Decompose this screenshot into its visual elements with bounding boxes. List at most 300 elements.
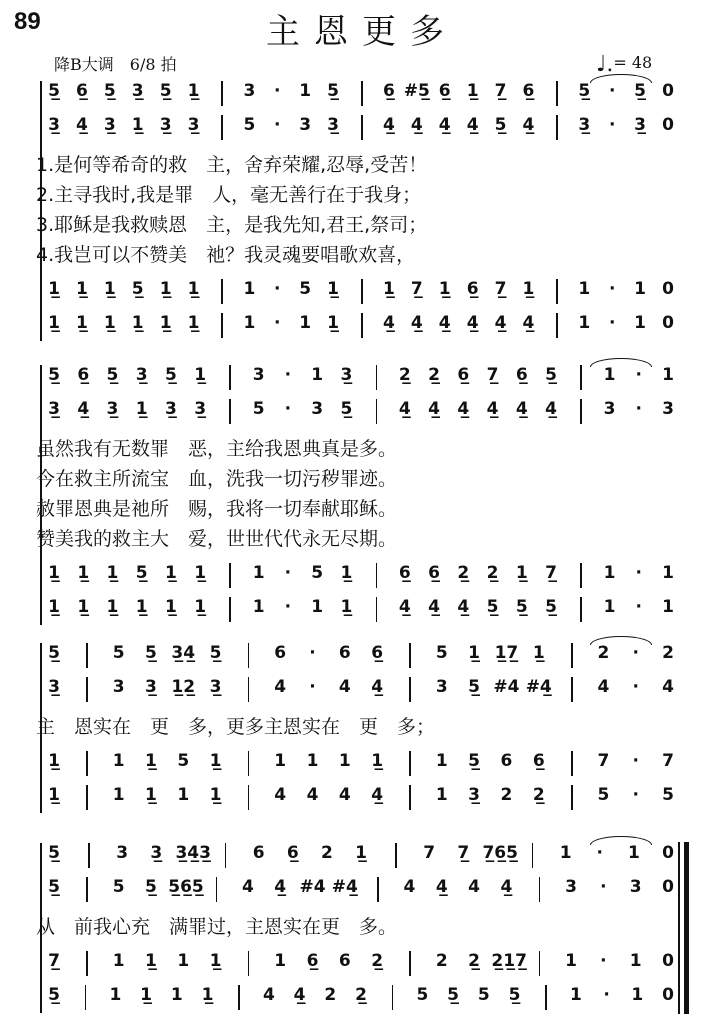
note: 3̲ [48,115,60,135]
note: 1̲ [522,279,535,299]
note: · [632,677,639,697]
note: 1̲ [209,751,222,771]
note: 5̲ [48,81,60,101]
note: 7 [597,751,610,771]
note: 6̲ [466,279,479,299]
note: 3 [243,81,256,101]
bar-line [85,985,87,1010]
note: 3̲ [159,115,172,135]
note: 3̲ [165,399,177,419]
lyric-line: 今在救主所流宝 血，洗我一切污秽罪迹。 [36,468,398,490]
note: 1 [243,279,256,299]
note-row [0,560,724,590]
note: #4 [299,877,326,897]
key-meter-info: 降B大调 6/8 拍 [54,55,177,74]
note: 1̲ [165,597,177,617]
note: 1 [565,951,577,971]
note: 4̲ [435,877,448,897]
note: 1 [603,365,616,385]
note: 4 [241,877,254,897]
note: 5̲ [145,877,157,897]
bar-line [571,643,573,668]
note: 2 [435,951,448,971]
note: 5̲ [48,985,60,1005]
bar-line [395,843,397,868]
note: 3 [629,877,642,897]
bar-line [571,751,573,776]
note: 1 [662,563,674,583]
note: 3̲ [103,115,116,135]
note: 4 [662,677,674,697]
bar-line [376,597,378,622]
bar-line [361,313,363,338]
lyric-line: 4.我岂可以不赞美 祂？我灵魂要唱歌欢喜， [36,244,416,266]
tie-arc [590,636,652,645]
bar-line [392,985,394,1010]
bar-line [539,877,541,902]
note: 1̲ [371,751,384,771]
note: 4 [306,785,319,805]
note: 5 [243,115,256,135]
note: 1 [338,751,351,771]
note: 7 [662,751,674,771]
bar-line [86,785,88,810]
note: 2 [500,785,513,805]
note: 3̲ [194,399,207,419]
note: 6̲ [532,751,545,771]
note: 3̲ [48,677,60,697]
bar-line [221,81,223,106]
note-row [0,874,724,904]
note: 2̲ [428,365,441,385]
note: · [632,643,639,663]
hymn-number: 89 [14,8,41,35]
note: 5̲ [103,81,116,101]
note: 4̲ [438,313,451,333]
note: 1 [252,597,265,617]
lyric-line: 2.主寻我时,我是罪 人，毫无善行在于我身； [36,184,422,206]
note: 5 [299,279,312,299]
bar-line [376,563,378,588]
note: 2̲ [371,951,384,971]
note: 5̲ [165,365,177,385]
note: · [608,115,616,135]
note: 3̲ [131,81,144,101]
note: 4̲ [398,597,411,617]
bar-line [409,751,411,776]
bar-line [361,115,363,140]
note: 4 [274,785,287,805]
lyric-line: 赞美我的救主大 爱，世世代代永无尽期。 [36,528,398,550]
note: 2̲ [532,785,545,805]
note: 3̲ [209,677,222,697]
note: 4̲ [457,399,470,419]
note: 4̲ [500,877,513,897]
note: 5̲ [48,365,60,385]
note: · [274,115,281,135]
note: 1̲ [355,843,367,863]
note: 3̲ [150,843,163,863]
note: 1̲ [159,279,172,299]
note: 4̲ [371,677,384,697]
note: · [635,563,642,583]
note: 4̲ [494,313,507,333]
bar-line [571,785,573,810]
note: 2̲ [468,951,481,971]
bar-line [238,985,240,1010]
note: · [600,877,607,897]
note: 0 [662,81,674,101]
note: 7̲ [545,563,557,583]
note: 1 [274,751,287,771]
note-row [0,782,724,812]
note: 5̲ [327,81,339,101]
note: 5̲ [340,399,353,419]
bar-line [580,365,582,390]
note: 3̲ [187,115,200,135]
note: 6̲ [515,365,528,385]
note: 1 [629,951,642,971]
note: 1̲ [48,785,60,805]
note: 4 [403,877,416,897]
note: 5 [252,399,265,419]
note: 4̲ [410,313,423,333]
note: 5̲ [159,81,172,101]
note: 0 [662,951,674,971]
note: 5̲ [131,279,144,299]
bar-line [556,81,558,106]
note: 5 [435,643,448,663]
note: 5̲ [634,81,646,101]
note: 1 [112,951,125,971]
bar-line [248,643,250,668]
note: 5 [597,785,610,805]
note: 4 [338,677,351,697]
note: 2 [320,843,333,863]
note: 1 [631,985,644,1005]
note: 1̲ [194,597,207,617]
note: 5 [112,877,125,897]
note: 1̲ [48,751,60,771]
note: 1 [252,563,265,583]
note: 6̲ [522,81,535,101]
bar-line [86,877,88,902]
note: 5 [112,643,125,663]
note: 4̲ [515,399,528,419]
bar-line [225,843,227,868]
bar-line [409,951,411,976]
note: 5̲ [48,877,60,897]
note: · [600,951,607,971]
note: 6 [338,643,351,663]
note: 4̲ [545,399,557,419]
bar-line [556,115,558,140]
final-bar-thin [678,842,680,1014]
note: · [608,313,616,333]
note: 5 [177,751,190,771]
note: 4̲ [438,115,451,135]
note: 1̲ [135,597,148,617]
bar-line [216,877,218,902]
note: 1̲ [48,313,60,333]
note: 5̲ [48,843,60,863]
note: 2̲ [457,563,470,583]
note: 1 [112,751,125,771]
note: 7̲ [48,951,60,971]
tempo-value: = 48 [613,53,653,72]
note: 1 [578,279,591,299]
note: #5̲ [403,81,430,101]
note: 5̲6̲5̲ [168,877,204,897]
note: 7̲ [486,365,499,385]
note: 6̲ [457,365,470,385]
note: 3̲ [578,115,591,135]
note: 1̲ [131,115,144,135]
note: 4̲ [382,313,395,333]
note: 5̲ [106,365,119,385]
note: 6̲ [398,563,411,583]
note: 5̲ [135,563,148,583]
note: 4̲ [522,313,535,333]
note: 5̲ [494,115,507,135]
note: 1 [311,597,324,617]
note: 6 [500,751,513,771]
note: 7̲6̲5̲ [482,843,518,863]
note: 1̲7̲ [494,643,519,663]
note: 6 [252,843,265,863]
bar-line [580,597,582,622]
note: 1̲ [532,643,545,663]
note: 1̲ [340,597,353,617]
note: · [603,985,610,1005]
note: 1̲ [103,313,116,333]
note: 1̲ [438,279,451,299]
bar-line [221,279,223,304]
note: 1̲ [48,279,60,299]
tie-arc [590,358,652,367]
note: 1̲ [187,279,200,299]
note: · [635,399,642,419]
note: 1̲ [103,279,116,299]
note: 1̲ [201,985,214,1005]
note: 2̲1̲7̲ [491,951,527,971]
note: · [309,677,316,697]
note: 1̲ [327,313,339,333]
bar-line [86,643,88,668]
note: 1 [569,985,582,1005]
note: 3̲ [634,115,646,135]
note: 1̲ [382,279,395,299]
bar-line [545,985,547,1010]
note: 5̲ [578,81,591,101]
note-row [0,982,724,1012]
note: 0 [662,313,674,333]
note: 2̲ [486,563,499,583]
bar-line [376,365,378,390]
note: 4̲ [77,399,90,419]
note: 1̲ [145,785,157,805]
note: 1 [177,951,190,971]
bar-line [86,677,88,702]
note: 1̲ [106,597,119,617]
note: 5̲ [468,677,481,697]
bar-line [229,563,231,588]
note: 4̲ [274,877,287,897]
note: 5̲ [447,985,460,1005]
note: 6̲ [428,563,441,583]
note: 1 [559,843,572,863]
note: · [274,313,281,333]
note-row [0,310,724,340]
lyric-line: 1.是何等希奇的救 主，舍弃荣耀,忍辱,受苦！ [36,154,428,176]
note: 3 [252,365,265,385]
note: 1 [243,313,256,333]
note-row [0,276,724,306]
note: 2 [662,643,674,663]
note: 5̲ [209,643,222,663]
note: 7̲ [494,279,507,299]
note: 3̲ [106,399,119,419]
note: 3̲ [340,365,353,385]
note: 1 [435,785,448,805]
note: 1̲ [106,563,119,583]
note: 1 [274,951,287,971]
note: 1̲ [135,399,148,419]
note: 1 [112,785,125,805]
note: 5̲ [468,751,481,771]
note: 1̲ [159,313,172,333]
note: 1 [299,81,312,101]
note: 0 [662,985,674,1005]
note: 6̲ [371,643,384,663]
note: 5̲ [48,643,60,663]
note: 1 [299,313,312,333]
note: 3 [112,677,125,697]
note: 4̲ [466,115,479,135]
bar-line [409,677,411,702]
note-row [0,112,724,142]
note: · [608,279,616,299]
note: 4̲ [410,115,423,135]
note: 3 [435,677,448,697]
note: 1̲ [75,279,88,299]
bar-line [556,313,558,338]
note: 1̲ [209,951,222,971]
note: 4̲ [428,597,441,617]
note: 6̲ [438,81,451,101]
note: 3 [565,877,577,897]
note: 4̲ [466,313,479,333]
note: 4 [468,877,481,897]
note: 4̲ [293,985,306,1005]
note: 0 [662,877,674,897]
bar-line [580,399,582,424]
note: 3̲4̲3̲ [175,843,211,863]
note: 4 [262,985,275,1005]
note: 4̲ [522,115,535,135]
note: 0 [662,843,674,863]
bar-line [376,399,378,424]
note: · [284,365,292,385]
tie-arc [590,836,652,845]
dotted-quarter-note-icon: ♩. [596,52,614,77]
note: 2 [324,985,337,1005]
note: 5 [416,985,429,1005]
note: 1̲ [468,643,481,663]
note: 7̲ [457,843,470,863]
note: #4̲ [525,677,552,697]
note-row [0,748,724,778]
note: · [608,81,616,101]
note: 6 [338,951,351,971]
note: 5̲ [545,365,557,385]
note: 1 [306,751,319,771]
note: 3̲4̲ [171,643,196,663]
note: 1 [634,313,646,333]
bar-line [86,751,88,776]
bar-line [88,843,90,868]
note: 5̲ [508,985,521,1005]
note: 1̲ [515,563,528,583]
note: · [309,643,316,663]
note: 4̲ [486,399,499,419]
note: 2 [597,643,610,663]
note: 2̲ [398,365,411,385]
note: 1̲ [194,365,207,385]
note: 1 [662,597,674,617]
hymn-title: 主恩更多 [266,12,458,52]
note: 4̲ [371,785,384,805]
note: 1̲ [194,563,207,583]
note: · [632,751,639,771]
note: · [596,843,603,863]
note: 1̲ [140,985,153,1005]
note: 1̲ [48,597,60,617]
note: 1̲2̲ [171,677,196,697]
note: 1 [311,365,324,385]
bar-line [229,597,231,622]
note: 3 [311,399,324,419]
note: 6̲ [286,843,299,863]
note: 4 [274,677,287,697]
note: 5̲ [545,597,557,617]
note: 0 [662,279,674,299]
note: 4 [338,785,351,805]
note: · [635,365,642,385]
note: #4 [493,677,520,697]
note: 1 [177,785,190,805]
note: 5 [662,785,674,805]
bar-line [571,677,573,702]
note: 6̲ [77,365,90,385]
note: 1̲ [77,597,90,617]
note: 1 [170,985,183,1005]
note: 5 [477,985,490,1005]
note: 1 [603,597,616,617]
bar-line [539,951,541,976]
note: 0 [662,115,674,135]
lyric-line: 3.耶稣是我救赎恩 主，是我先知,君王,祭司； [36,214,428,236]
note: 3̲ [48,399,60,419]
bar-line [229,365,231,390]
note: 5̲ [515,597,528,617]
note: 1̲ [466,81,479,101]
note: · [284,563,292,583]
note: 1̲ [327,279,339,299]
note: 3̲ [327,115,339,135]
note: · [284,399,292,419]
note-row [0,396,724,426]
